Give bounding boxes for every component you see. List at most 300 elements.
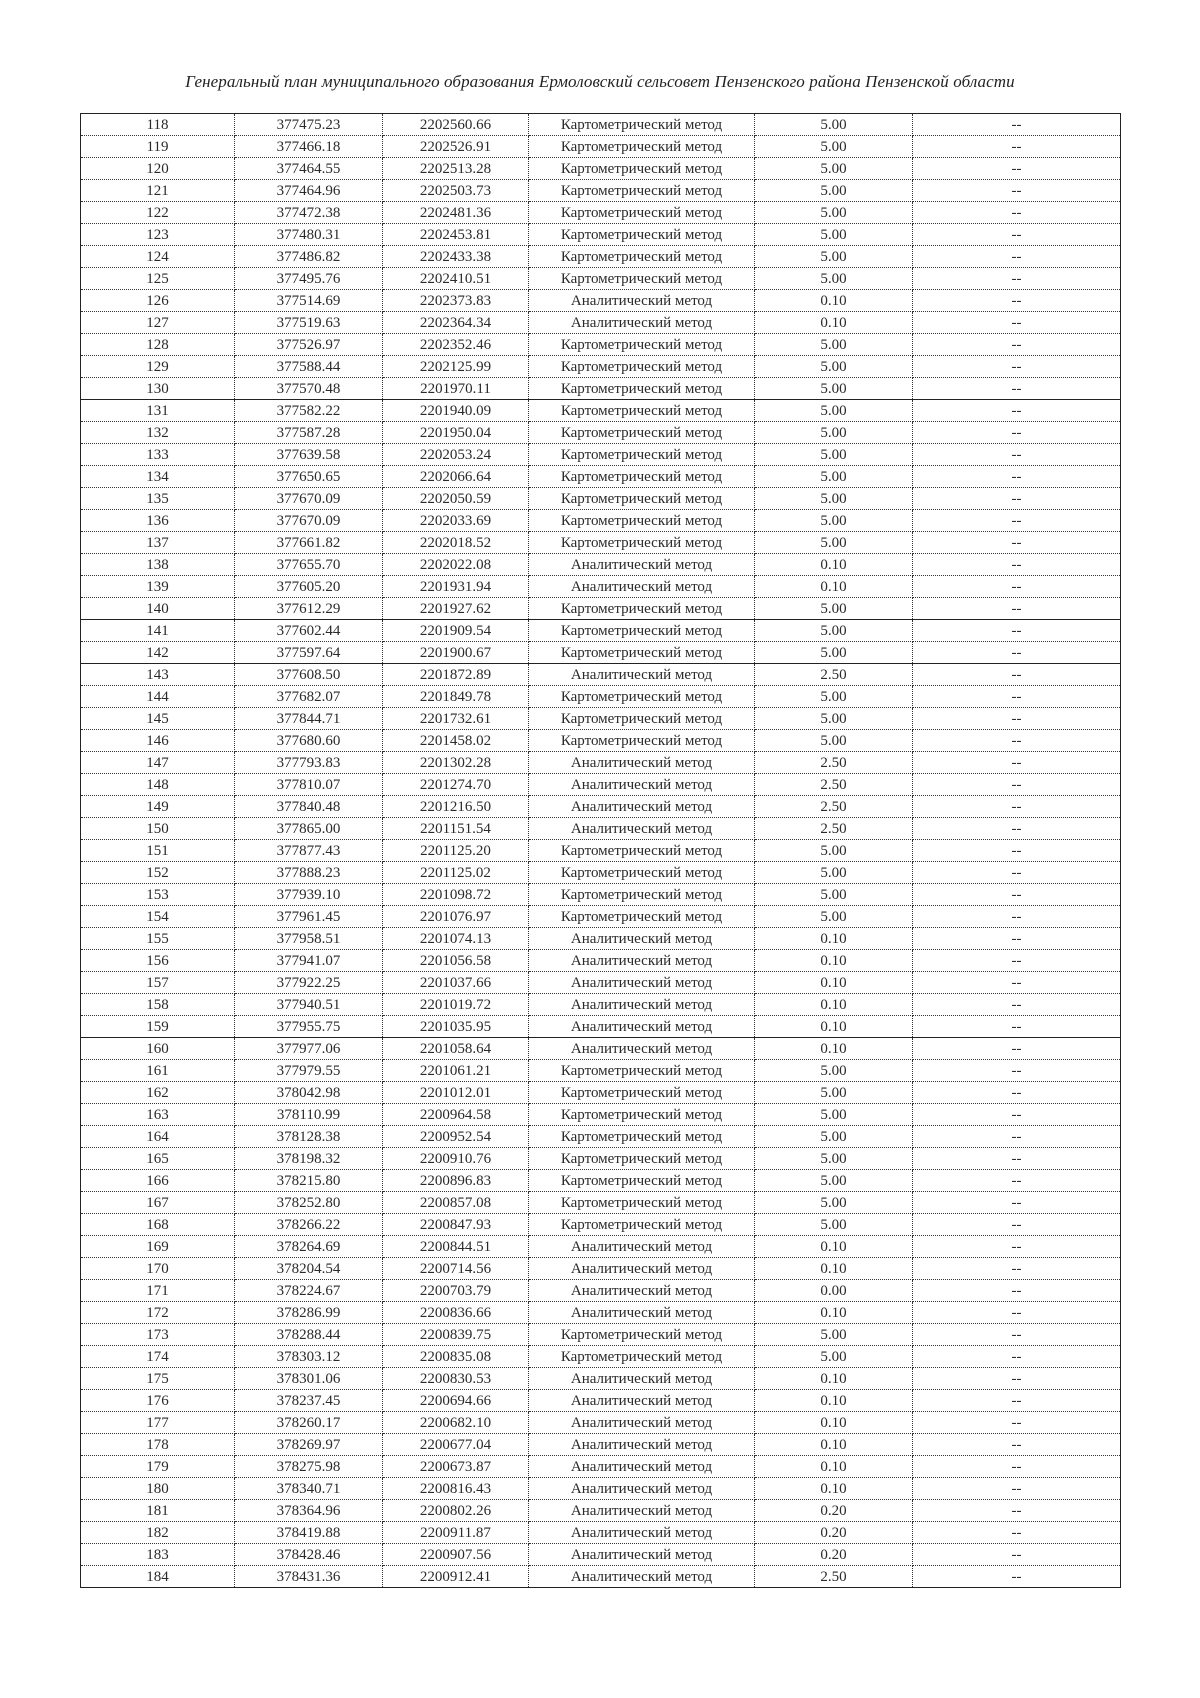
method-cell: Картометрический метод <box>529 334 755 356</box>
method-cell: Картометрический метод <box>529 1060 755 1082</box>
description-cell: -- <box>913 1104 1121 1126</box>
description-cell: -- <box>913 400 1121 422</box>
y-coordinate-cell: 2200896.83 <box>383 1170 529 1192</box>
method-cell: Аналитический метод <box>529 972 755 994</box>
table-row <box>81 1126 1121 1148</box>
table-row <box>81 466 1121 488</box>
accuracy-cell: 0.10 <box>755 1016 913 1038</box>
method-cell: Аналитический метод <box>529 1412 755 1434</box>
description-cell: -- <box>913 576 1121 598</box>
accuracy-cell: 5.00 <box>755 422 913 444</box>
x-coordinate-cell: 378110.99 <box>235 1104 383 1126</box>
table-row <box>81 114 1121 136</box>
x-coordinate-cell: 377888.23 <box>235 862 383 884</box>
accuracy-cell: 2.50 <box>755 818 913 840</box>
description-cell: -- <box>913 422 1121 444</box>
method-cell: Картометрический метод <box>529 466 755 488</box>
accuracy-cell: 0.20 <box>755 1500 913 1522</box>
method-cell: Аналитический метод <box>529 1016 755 1038</box>
point-number-cell: 142 <box>81 642 235 664</box>
point-number-cell: 168 <box>81 1214 235 1236</box>
x-coordinate-cell: 378288.44 <box>235 1324 383 1346</box>
y-coordinate-cell: 2201216.50 <box>383 796 529 818</box>
y-coordinate-cell: 2202373.83 <box>383 290 529 312</box>
x-coordinate-cell: 378260.17 <box>235 1412 383 1434</box>
accuracy-cell: 0.10 <box>755 1038 913 1060</box>
description-cell: -- <box>913 1060 1121 1082</box>
method-cell: Картометрический метод <box>529 1192 755 1214</box>
x-coordinate-cell: 377979.55 <box>235 1060 383 1082</box>
method-cell: Картометрический метод <box>529 642 755 664</box>
x-coordinate-cell: 377464.55 <box>235 158 383 180</box>
y-coordinate-cell: 2200802.26 <box>383 1500 529 1522</box>
point-number-cell: 119 <box>81 136 235 158</box>
method-cell: Картометрический метод <box>529 1126 755 1148</box>
y-coordinate-cell: 2202066.64 <box>383 466 529 488</box>
y-coordinate-cell: 2202125.99 <box>383 356 529 378</box>
y-coordinate-cell: 2200839.75 <box>383 1324 529 1346</box>
table-row <box>81 136 1121 158</box>
y-coordinate-cell: 2200857.08 <box>383 1192 529 1214</box>
method-cell: Картометрический метод <box>529 598 755 620</box>
accuracy-cell: 5.00 <box>755 620 913 642</box>
y-coordinate-cell: 2201037.66 <box>383 972 529 994</box>
accuracy-cell: 0.10 <box>755 1478 913 1500</box>
y-coordinate-cell: 2202410.51 <box>383 268 529 290</box>
x-coordinate-cell: 378224.67 <box>235 1280 383 1302</box>
description-cell: -- <box>913 378 1121 400</box>
description-cell: -- <box>913 202 1121 224</box>
x-coordinate-cell: 378340.71 <box>235 1478 383 1500</box>
description-cell: -- <box>913 1566 1121 1588</box>
y-coordinate-cell: 2202526.91 <box>383 136 529 158</box>
point-number-cell: 174 <box>81 1346 235 1368</box>
description-cell: -- <box>913 598 1121 620</box>
point-number-cell: 129 <box>81 356 235 378</box>
method-cell: Картометрический метод <box>529 620 755 642</box>
y-coordinate-cell: 2201019.72 <box>383 994 529 1016</box>
accuracy-cell: 5.00 <box>755 268 913 290</box>
accuracy-cell: 5.00 <box>755 532 913 554</box>
method-cell: Аналитический метод <box>529 752 755 774</box>
method-cell: Аналитический метод <box>529 664 755 686</box>
point-number-cell: 163 <box>81 1104 235 1126</box>
x-coordinate-cell: 378042.98 <box>235 1082 383 1104</box>
accuracy-cell: 5.00 <box>755 730 913 752</box>
accuracy-cell: 5.00 <box>755 1060 913 1082</box>
y-coordinate-cell: 2201125.20 <box>383 840 529 862</box>
accuracy-cell: 0.10 <box>755 1302 913 1324</box>
table-row <box>81 862 1121 884</box>
table-row <box>81 1434 1121 1456</box>
point-number-cell: 123 <box>81 224 235 246</box>
accuracy-cell: 0.10 <box>755 994 913 1016</box>
method-cell: Картометрический метод <box>529 686 755 708</box>
x-coordinate-cell: 377582.22 <box>235 400 383 422</box>
y-coordinate-cell: 2201931.94 <box>383 576 529 598</box>
x-coordinate-cell: 377486.82 <box>235 246 383 268</box>
x-coordinate-cell: 377793.83 <box>235 752 383 774</box>
page-header: Генеральный план муниципального образования Ермоловский сельсовет Пензенского района Пензенской области <box>185 72 1015 91</box>
x-coordinate-cell: 377464.96 <box>235 180 383 202</box>
y-coordinate-cell: 2202503.73 <box>383 180 529 202</box>
x-coordinate-cell: 378204.54 <box>235 1258 383 1280</box>
method-cell: Картометрический метод <box>529 422 755 444</box>
table-row <box>81 224 1121 246</box>
x-coordinate-cell: 377526.97 <box>235 334 383 356</box>
description-cell: -- <box>913 290 1121 312</box>
description-cell: -- <box>913 906 1121 928</box>
y-coordinate-cell: 2202050.59 <box>383 488 529 510</box>
y-coordinate-cell: 2202033.69 <box>383 510 529 532</box>
y-coordinate-cell: 2200835.08 <box>383 1346 529 1368</box>
y-coordinate-cell: 2200830.53 <box>383 1368 529 1390</box>
y-coordinate-cell: 2201940.09 <box>383 400 529 422</box>
coordinates-table <box>80 113 1121 1588</box>
table-row <box>81 576 1121 598</box>
description-cell: -- <box>913 862 1121 884</box>
description-cell: -- <box>913 1544 1121 1566</box>
x-coordinate-cell: 378428.46 <box>235 1544 383 1566</box>
x-coordinate-cell: 377682.07 <box>235 686 383 708</box>
point-number-cell: 143 <box>81 664 235 686</box>
description-cell: -- <box>913 972 1121 994</box>
table-row <box>81 312 1121 334</box>
x-coordinate-cell: 378275.98 <box>235 1456 383 1478</box>
table-row <box>81 422 1121 444</box>
description-cell: -- <box>913 1148 1121 1170</box>
accuracy-cell: 5.00 <box>755 114 913 136</box>
table-row <box>81 1478 1121 1500</box>
method-cell: Аналитический метод <box>529 1390 755 1412</box>
point-number-cell: 120 <box>81 158 235 180</box>
x-coordinate-cell: 377587.28 <box>235 422 383 444</box>
x-coordinate-cell: 377865.00 <box>235 818 383 840</box>
method-cell: Картометрический метод <box>529 158 755 180</box>
table-row <box>81 928 1121 950</box>
description-cell: -- <box>913 356 1121 378</box>
y-coordinate-cell: 2202453.81 <box>383 224 529 246</box>
description-cell: -- <box>913 1280 1121 1302</box>
table-row <box>81 356 1121 378</box>
table-row <box>81 1390 1121 1412</box>
x-coordinate-cell: 377877.43 <box>235 840 383 862</box>
point-number-cell: 148 <box>81 774 235 796</box>
method-cell: Аналитический метод <box>529 774 755 796</box>
y-coordinate-cell: 2200952.54 <box>383 1126 529 1148</box>
y-coordinate-cell: 2202018.52 <box>383 532 529 554</box>
point-number-cell: 122 <box>81 202 235 224</box>
x-coordinate-cell: 377475.23 <box>235 114 383 136</box>
point-number-cell: 149 <box>81 796 235 818</box>
method-cell: Картометрический метод <box>529 268 755 290</box>
accuracy-cell: 2.50 <box>755 774 913 796</box>
point-number-cell: 157 <box>81 972 235 994</box>
y-coordinate-cell: 2200703.79 <box>383 1280 529 1302</box>
accuracy-cell: 5.00 <box>755 862 913 884</box>
accuracy-cell: 5.00 <box>755 884 913 906</box>
x-coordinate-cell: 377680.60 <box>235 730 383 752</box>
accuracy-cell: 5.00 <box>755 334 913 356</box>
table-row <box>81 1016 1121 1038</box>
y-coordinate-cell: 2201061.21 <box>383 1060 529 1082</box>
accuracy-cell: 0.00 <box>755 1280 913 1302</box>
point-number-cell: 145 <box>81 708 235 730</box>
accuracy-cell: 5.00 <box>755 180 913 202</box>
table-row <box>81 510 1121 532</box>
method-cell: Картометрический метод <box>529 730 755 752</box>
table-row <box>81 972 1121 994</box>
table-row <box>81 1324 1121 1346</box>
y-coordinate-cell: 2201056.58 <box>383 950 529 972</box>
table-row <box>81 1104 1121 1126</box>
point-number-cell: 125 <box>81 268 235 290</box>
point-number-cell: 182 <box>81 1522 235 1544</box>
table-row <box>81 1368 1121 1390</box>
method-cell: Аналитический метод <box>529 1236 755 1258</box>
method-cell: Картометрический метод <box>529 488 755 510</box>
point-number-cell: 121 <box>81 180 235 202</box>
method-cell: Картометрический метод <box>529 708 755 730</box>
table-row <box>81 1280 1121 1302</box>
method-cell: Картометрический метод <box>529 840 755 862</box>
description-cell: -- <box>913 1324 1121 1346</box>
point-number-cell: 158 <box>81 994 235 1016</box>
accuracy-cell: 5.00 <box>755 202 913 224</box>
x-coordinate-cell: 378264.69 <box>235 1236 383 1258</box>
y-coordinate-cell: 2200714.56 <box>383 1258 529 1280</box>
method-cell: Аналитический метод <box>529 576 755 598</box>
accuracy-cell: 5.00 <box>755 158 913 180</box>
accuracy-cell: 5.00 <box>755 224 913 246</box>
table-row <box>81 906 1121 928</box>
y-coordinate-cell: 2201098.72 <box>383 884 529 906</box>
description-cell: -- <box>913 510 1121 532</box>
point-number-cell: 128 <box>81 334 235 356</box>
table-row <box>81 378 1121 400</box>
method-cell: Аналитический метод <box>529 1280 755 1302</box>
point-number-cell: 183 <box>81 1544 235 1566</box>
description-cell: -- <box>913 796 1121 818</box>
point-number-cell: 165 <box>81 1148 235 1170</box>
accuracy-cell: 5.00 <box>755 840 913 862</box>
y-coordinate-cell: 2200907.56 <box>383 1544 529 1566</box>
description-cell: -- <box>913 1478 1121 1500</box>
x-coordinate-cell: 378237.45 <box>235 1390 383 1412</box>
x-coordinate-cell: 378301.06 <box>235 1368 383 1390</box>
point-number-cell: 144 <box>81 686 235 708</box>
method-cell: Аналитический метод <box>529 796 755 818</box>
accuracy-cell: 5.00 <box>755 1126 913 1148</box>
table-row <box>81 532 1121 554</box>
point-number-cell: 136 <box>81 510 235 532</box>
accuracy-cell: 0.10 <box>755 1434 913 1456</box>
method-cell: Аналитический метод <box>529 950 755 972</box>
y-coordinate-cell: 2201302.28 <box>383 752 529 774</box>
point-number-cell: 176 <box>81 1390 235 1412</box>
point-number-cell: 184 <box>81 1566 235 1588</box>
accuracy-cell: 5.00 <box>755 400 913 422</box>
method-cell: Картометрический метод <box>529 1324 755 1346</box>
table-row <box>81 1148 1121 1170</box>
table-row <box>81 950 1121 972</box>
accuracy-cell: 2.50 <box>755 1566 913 1588</box>
table-row <box>81 642 1121 664</box>
accuracy-cell: 5.00 <box>755 1148 913 1170</box>
x-coordinate-cell: 377977.06 <box>235 1038 383 1060</box>
point-number-cell: 177 <box>81 1412 235 1434</box>
y-coordinate-cell: 2202560.66 <box>383 114 529 136</box>
point-number-cell: 139 <box>81 576 235 598</box>
method-cell: Аналитический метод <box>529 1302 755 1324</box>
method-cell: Картометрический метод <box>529 906 755 928</box>
accuracy-cell: 5.00 <box>755 1104 913 1126</box>
x-coordinate-cell: 377588.44 <box>235 356 383 378</box>
table-row <box>81 708 1121 730</box>
y-coordinate-cell: 2200910.76 <box>383 1148 529 1170</box>
y-coordinate-cell: 2202053.24 <box>383 444 529 466</box>
accuracy-cell: 5.00 <box>755 1192 913 1214</box>
description-cell: -- <box>913 1434 1121 1456</box>
y-coordinate-cell: 2200836.66 <box>383 1302 529 1324</box>
x-coordinate-cell: 378269.97 <box>235 1434 383 1456</box>
point-number-cell: 124 <box>81 246 235 268</box>
point-number-cell: 147 <box>81 752 235 774</box>
accuracy-cell: 0.10 <box>755 1390 913 1412</box>
method-cell: Аналитический метод <box>529 554 755 576</box>
table-row <box>81 1500 1121 1522</box>
x-coordinate-cell: 377650.65 <box>235 466 383 488</box>
table-row <box>81 774 1121 796</box>
description-cell: -- <box>913 752 1121 774</box>
point-number-cell: 181 <box>81 1500 235 1522</box>
accuracy-cell: 5.00 <box>755 378 913 400</box>
x-coordinate-cell: 377495.76 <box>235 268 383 290</box>
description-cell: -- <box>913 114 1121 136</box>
y-coordinate-cell: 2202513.28 <box>383 158 529 180</box>
point-number-cell: 171 <box>81 1280 235 1302</box>
table-row <box>81 1170 1121 1192</box>
accuracy-cell: 0.10 <box>755 312 913 334</box>
point-number-cell: 126 <box>81 290 235 312</box>
table-row <box>81 1038 1121 1060</box>
accuracy-cell: 0.10 <box>755 1258 913 1280</box>
y-coordinate-cell: 2201950.04 <box>383 422 529 444</box>
point-number-cell: 159 <box>81 1016 235 1038</box>
x-coordinate-cell: 377661.82 <box>235 532 383 554</box>
point-number-cell: 134 <box>81 466 235 488</box>
table-row <box>81 1082 1121 1104</box>
description-cell: -- <box>913 840 1121 862</box>
description-cell: -- <box>913 1126 1121 1148</box>
accuracy-cell: 5.00 <box>755 708 913 730</box>
table-row <box>81 818 1121 840</box>
description-cell: -- <box>913 224 1121 246</box>
table-row <box>81 686 1121 708</box>
table-row <box>81 1302 1121 1324</box>
description-cell: -- <box>913 158 1121 180</box>
table-row <box>81 1456 1121 1478</box>
description-cell: -- <box>913 1170 1121 1192</box>
description-cell: -- <box>913 1236 1121 1258</box>
x-coordinate-cell: 377639.58 <box>235 444 383 466</box>
method-cell: Аналитический метод <box>529 1456 755 1478</box>
x-coordinate-cell: 378364.96 <box>235 1500 383 1522</box>
table-row <box>81 1544 1121 1566</box>
point-number-cell: 173 <box>81 1324 235 1346</box>
x-coordinate-cell: 377480.31 <box>235 224 383 246</box>
table-row <box>81 1346 1121 1368</box>
x-coordinate-cell: 377840.48 <box>235 796 383 818</box>
point-number-cell: 153 <box>81 884 235 906</box>
accuracy-cell: 0.10 <box>755 576 913 598</box>
accuracy-cell: 5.00 <box>755 1214 913 1236</box>
description-cell: -- <box>913 1192 1121 1214</box>
y-coordinate-cell: 2201900.67 <box>383 642 529 664</box>
y-coordinate-cell: 2200694.66 <box>383 1390 529 1412</box>
point-number-cell: 179 <box>81 1456 235 1478</box>
x-coordinate-cell: 377941.07 <box>235 950 383 972</box>
description-cell: -- <box>913 1500 1121 1522</box>
accuracy-cell: 5.00 <box>755 906 913 928</box>
method-cell: Картометрический метод <box>529 224 755 246</box>
description-cell: -- <box>913 554 1121 576</box>
point-number-cell: 160 <box>81 1038 235 1060</box>
accuracy-cell: 5.00 <box>755 246 913 268</box>
x-coordinate-cell: 377939.10 <box>235 884 383 906</box>
table-row <box>81 994 1121 1016</box>
x-coordinate-cell: 377514.69 <box>235 290 383 312</box>
table-row <box>81 796 1121 818</box>
point-number-cell: 155 <box>81 928 235 950</box>
point-number-cell: 166 <box>81 1170 235 1192</box>
y-coordinate-cell: 2201151.54 <box>383 818 529 840</box>
table-row <box>81 1412 1121 1434</box>
table-row <box>81 730 1121 752</box>
x-coordinate-cell: 377472.38 <box>235 202 383 224</box>
method-cell: Картометрический метод <box>529 136 755 158</box>
x-coordinate-cell: 378303.12 <box>235 1346 383 1368</box>
method-cell: Аналитический метод <box>529 818 755 840</box>
description-cell: -- <box>913 136 1121 158</box>
method-cell: Картометрический метод <box>529 1104 755 1126</box>
y-coordinate-cell: 2200816.43 <box>383 1478 529 1500</box>
table-row <box>81 1566 1121 1588</box>
description-cell: -- <box>913 950 1121 972</box>
accuracy-cell: 5.00 <box>755 510 913 532</box>
point-number-cell: 140 <box>81 598 235 620</box>
table-row <box>81 1258 1121 1280</box>
point-number-cell: 137 <box>81 532 235 554</box>
method-cell: Картометрический метод <box>529 510 755 532</box>
x-coordinate-cell: 377519.63 <box>235 312 383 334</box>
description-cell: -- <box>913 642 1121 664</box>
accuracy-cell: 0.20 <box>755 1522 913 1544</box>
point-number-cell: 175 <box>81 1368 235 1390</box>
point-number-cell: 172 <box>81 1302 235 1324</box>
table-row <box>81 598 1121 620</box>
x-coordinate-cell: 378286.99 <box>235 1302 383 1324</box>
accuracy-cell: 5.00 <box>755 642 913 664</box>
accuracy-cell: 5.00 <box>755 598 913 620</box>
y-coordinate-cell: 2201125.02 <box>383 862 529 884</box>
table-row <box>81 840 1121 862</box>
method-cell: Картометрический метод <box>529 1346 755 1368</box>
table-row <box>81 334 1121 356</box>
x-coordinate-cell: 377570.48 <box>235 378 383 400</box>
method-cell: Картометрический метод <box>529 1214 755 1236</box>
y-coordinate-cell: 2200847.93 <box>383 1214 529 1236</box>
